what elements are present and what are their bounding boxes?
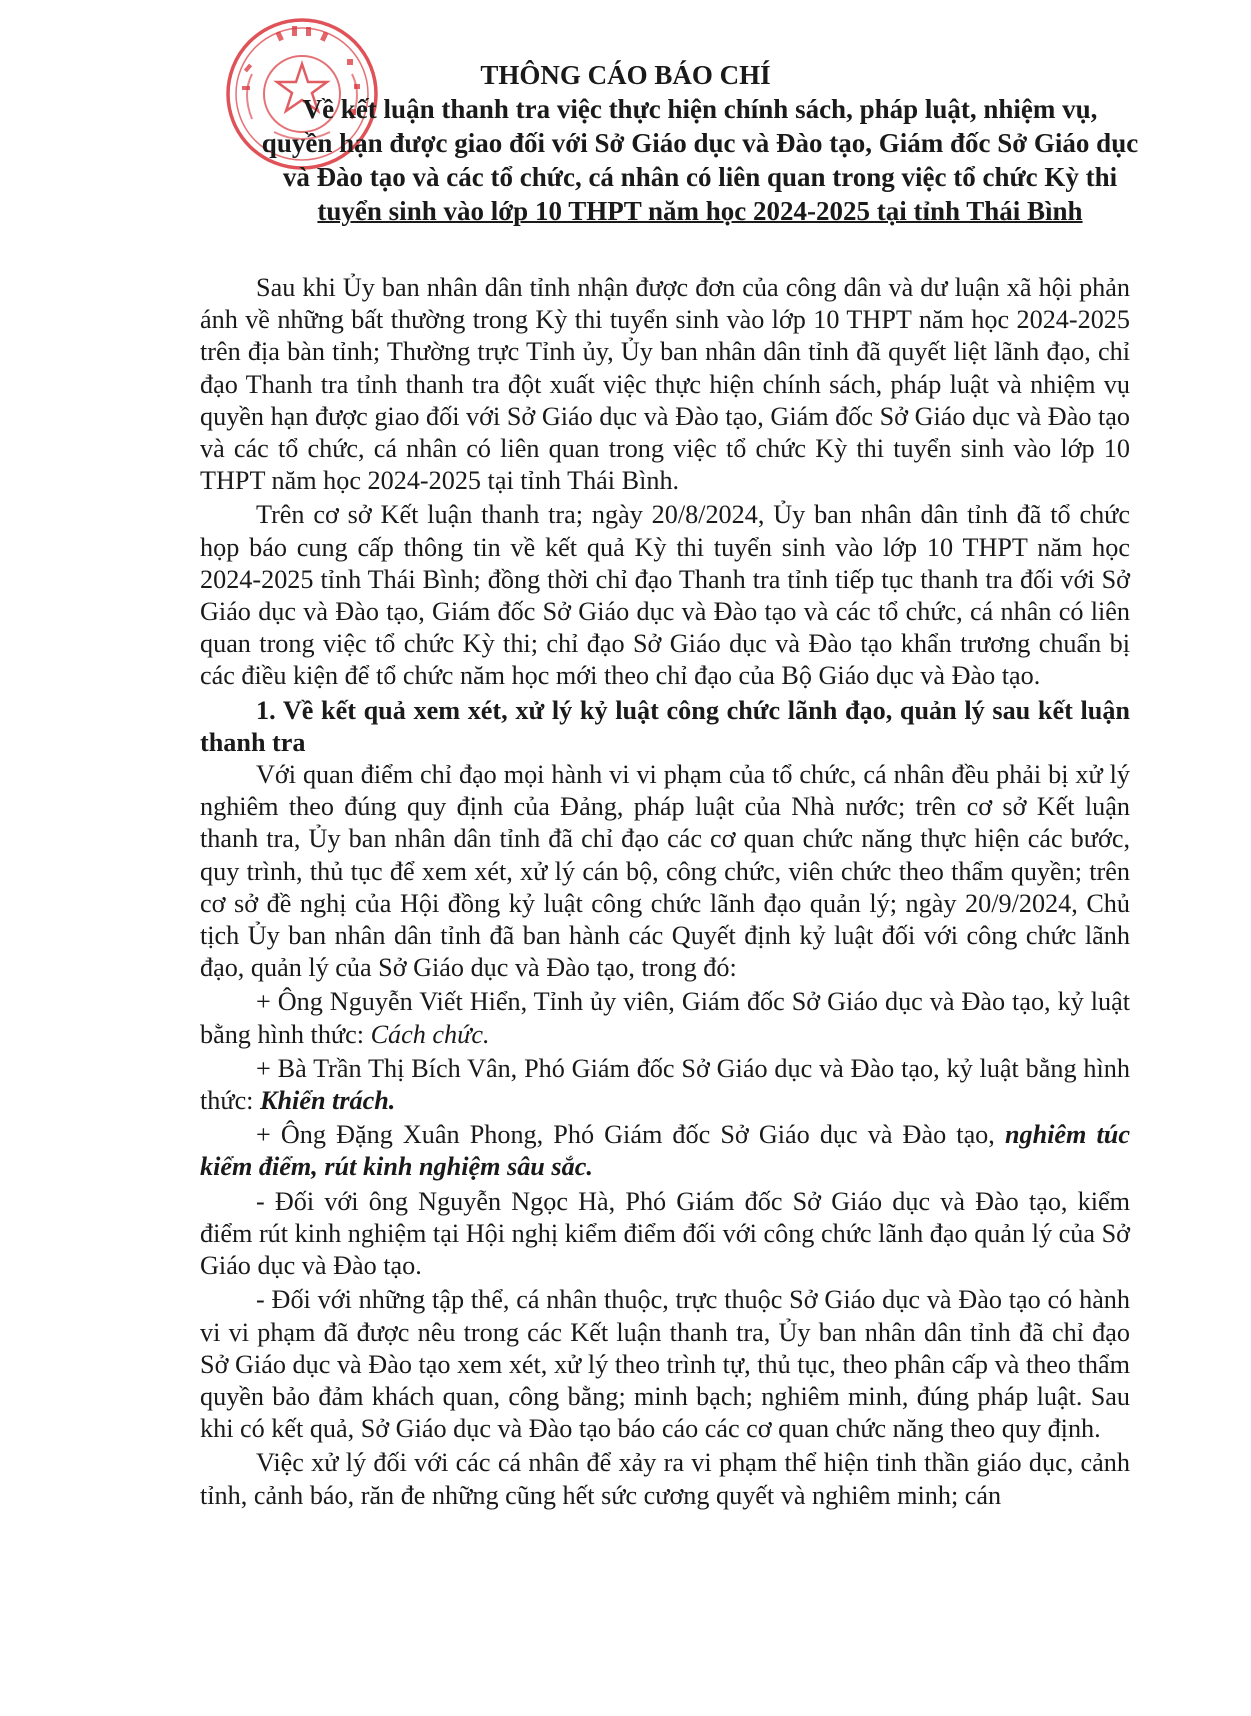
paragraph-press-conference: Trên cơ sở Kết luận thanh tra; ngày 20/8/2024, Ủy ban nhân dân tỉnh đã tổ chức họp báo cung cấp thông tin về kết quả Kỳ thi tuyển sinh vào lớp 10 THPT năm học 2024-2025 tỉnh Thái Bình; đồng thời chỉ đạo Thanh tra tỉnh tiếp tục thanh tra đối với Sở Giáo dục và Đào tạo, Giám đốc Sở Giáo dục và Đào tạo và các tổ chức, cá nhân có liên quan trong việc tổ chức Kỳ thi; chỉ đạo Sở Giáo dục và Đào tạo khẩn trương chuẩn bị các điều kiện để tổ chức năm học mới theo chỉ đạo của Bộ Giáo dục và Đào tạo.	[200, 500, 1130, 691]
paragraph-discipline: Với quan điểm chỉ đạo mọi hành vi vi phạm của tổ chức, cá nhân đều phải bị xử lý nghiêm theo đúng quy định của Đảng, pháp luật của Nhà nước; trên cơ sở Kết luận thanh tra, Ủy ban nhân dân tỉnh đã chỉ đạo các cơ quan chức năng thực hiện các bước, quy trình, thủ tục để xem xét, xử lý cán bộ, công chức, viên chức theo thẩm quyền; trên cơ sở đề nghị của Hội đồng kỷ luật công chức lãnh đạo quản lý; ngày 20/9/2024, Chủ tịch Ủy ban nhân dân tỉnh đã ban hành các Quyết định kỷ luật đối với công chức lãnh đạo, quản lý của Sở Giáo dục và Đào tạo, trong đó:	[200, 760, 1130, 983]
document-subtitle	[250, 92, 1150, 228]
list-item-discipline-3	[200, 1119, 1130, 1183]
subtitle-line: quyền hạn được giao đối với Sở Giáo dục và Đào tạo, Giám đốc Sở Giáo dục	[261, 128, 1139, 158]
list-item-emphasis: nghiêm túc kiểm điểm, rút kinh nghiệm sâu sắc.	[200, 1120, 1130, 1182]
subtitle-line: Về kết luận thanh tra việc thực hiện chính sách, pháp luật, nhiệm vụ,	[302, 94, 1098, 124]
paragraph-handling: Việc xử lý đối với các cá nhân để xảy ra vi phạm thể hiện tinh thần giáo dục, cảnh tỉnh, cảnh báo, răn đe những cũng hết sức cương quyết và nghiêm minh; cán	[200, 1448, 1130, 1510]
list-item-text: + Bà Trần Thị Bích Vân, Phó Giám đốc Sở Giáo dục và Đào tạo, kỷ luật bằng hình thức:	[200, 1053, 1130, 1116]
document-title: THÔNG CÁO BÁO CHÍ	[480, 60, 771, 90]
document-body	[200, 272, 1130, 1512]
paragraph-collectives: - Đối với những tập thể, cá nhân thuộc, trực thuộc Sở Giáo dục và Đào tạo có hành vi vi phạm đã được nêu trong các Kết luận thanh tra, Ủy ban nhân dân tỉnh đã chỉ đạo Sở Giáo dục và Đào tạo xem xét, xử lý theo trình tự, thủ tục, theo phân cấp và theo thẩm quyền bảo đảm khách quan, công bằng; minh bạch; nghiêm minh, đúng pháp luật. Sau khi có kết quả, Sở Giáo dục và Đào tạo báo cáo các cơ quan chức năng theo quy định.	[200, 1285, 1130, 1444]
list-item-discipline-1	[200, 986, 1130, 1050]
list-item-emphasis: Khiển trách.	[260, 1086, 396, 1116]
paragraph-review: - Đối với ông Nguyễn Ngọc Hà, Phó Giám đốc Sở Giáo dục và Đào tạo, kiểm điểm rút kinh nghiệm tại Hội nghị kiểm điểm đối với công chức lãnh đạo quản lý của Sở Giáo dục và Đào tạo.	[200, 1186, 1130, 1281]
list-item-text: + Ông Đặng Xuân Phong, Phó Giám đốc Sở Giáo dục và Đào tạo,	[256, 1120, 1005, 1150]
list-item-emphasis: Cách chức.	[370, 1019, 490, 1049]
list-item-discipline-2	[200, 1053, 1130, 1117]
list-item-text: + Ông Nguyễn Viết Hiển, Tỉnh ủy viên, Giám đốc Sở Giáo dục và Đào tạo, kỷ luật bằng hình thức:	[200, 987, 1130, 1049]
paragraph-intro: Sau khi Ủy ban nhân dân tỉnh nhận được đơn của công dân và dư luận xã hội phản ánh về những bất thường trong Kỳ thi tuyển sinh vào lớp 10 THPT năm học 2024-2025 trên địa bàn tỉnh; Thường trực Tỉnh ủy, Ủy ban nhân dân tỉnh đã quyết liệt lãnh đạo, chỉ đạo Thanh tra tỉnh thanh tra đột xuất việc thực hiện chính sách, pháp luật và nhiệm vụ quyền hạn được giao đối với Sở Giáo dục và Đào tạo, Giám đốc Sở Giáo dục và Đào tạo và các tổ chức, cá nhân có liên quan trong việc tổ chức Kỳ thi tuyển sinh vào lớp 10 THPT năm học 2024-2025 tại tỉnh Thái Bình.	[200, 273, 1130, 496]
subtitle-line: và Đào tạo và các tổ chức, cá nhân có liên quan trong việc tổ chức Kỳ thi	[282, 162, 1118, 192]
section-heading-1: 1. Về kết quả xem xét, xử lý kỷ luật công chức lãnh đạo, quản lý sau kết luận thanh tra	[200, 695, 1130, 757]
subtitle-line: tuyển sinh vào lớp 10 THPT năm học 2024-2025 tại tỉnh Thái Bình	[317, 196, 1083, 226]
